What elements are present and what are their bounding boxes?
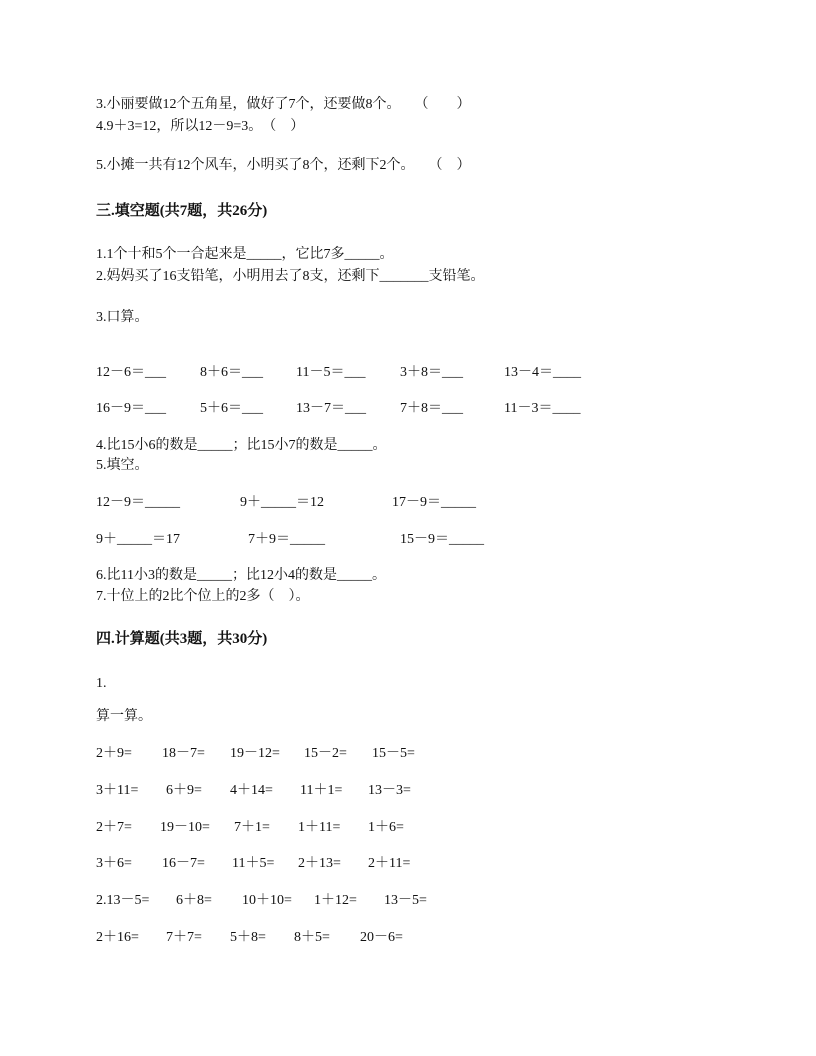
calc-item: 19－10=	[160, 820, 210, 835]
calc-item: 4＋14=	[230, 783, 273, 798]
section-heading-calculation: 四.计算题(共3题，共30分)	[96, 631, 268, 647]
oral-calc-item: 8＋6＝___	[200, 365, 263, 380]
oral-calc-item: 11－5＝___	[296, 365, 366, 380]
calc-item: 2.13－5=	[96, 893, 150, 908]
question-fill-2: 2.妈妈买了16支铅笔，小明用去了8支，还剩下_______支铅笔。	[96, 269, 485, 284]
question-calc-1-title: 算一算。	[96, 709, 152, 724]
calc-item: 18－7=	[162, 746, 205, 761]
question-calc-1-label: 1.	[96, 676, 107, 691]
calc-item: 2＋11=	[368, 856, 411, 871]
question-fill-7: 7.十位上的2比个位上的2多（ ）。	[96, 589, 310, 604]
question-fill-5: 5.填空。	[96, 458, 149, 473]
oral-calc-item: 3＋8＝___	[400, 365, 463, 380]
calc-item: 2＋13=	[298, 856, 341, 871]
calc-item: 8＋5=	[294, 930, 330, 945]
calc-item: 15－2=	[304, 746, 347, 761]
fill-calc-item: 7＋9＝_____	[248, 532, 325, 547]
calc-item: 13－3=	[368, 783, 411, 798]
question-fill-6: 6.比11小3的数是_____；比12小4的数是_____。	[96, 568, 386, 583]
question-fill-1: 1.1个十和5个一合起来是_____，它比7多_____。	[96, 247, 394, 262]
calc-item: 13－5=	[384, 893, 427, 908]
calc-item: 3＋6=	[96, 856, 132, 871]
question-judge-3: 3.小丽要做12个五角星，做好了7个，还要做8个。 （ ）	[96, 97, 471, 112]
calc-item: 1＋12=	[314, 893, 357, 908]
question-fill-4: 4.比15小6的数是_____；比15小7的数是_____。	[96, 438, 387, 453]
calc-item: 10＋10=	[242, 893, 292, 908]
oral-calc-item: 11－3＝____	[504, 401, 581, 416]
calc-item: 7＋1=	[234, 820, 270, 835]
fill-calc-item: 9＋_____＝17	[96, 532, 180, 547]
calc-item: 15－5=	[372, 746, 415, 761]
calc-item: 6＋8=	[176, 893, 212, 908]
calc-item: 11＋5=	[232, 856, 275, 871]
question-judge-5: 5.小摊一共有12个风车，小明买了8个，还剩下2个。 （ ）	[96, 158, 471, 173]
calc-item: 5＋8=	[230, 930, 266, 945]
oral-calc-item: 13－4＝____	[504, 365, 581, 380]
oral-calc-item: 5＋6＝___	[200, 401, 263, 416]
fill-calc-item: 15－9＝_____	[400, 532, 484, 547]
calc-item: 2＋16=	[96, 930, 139, 945]
fill-calc-item: 17－9＝_____	[392, 495, 476, 510]
calc-item: 11＋1=	[300, 783, 343, 798]
calc-item: 7＋7=	[166, 930, 202, 945]
fill-calc-item: 9＋_____＝12	[240, 495, 324, 510]
question-fill-3: 3.口算。	[96, 310, 149, 325]
calc-item: 16－7=	[162, 856, 205, 871]
calc-item: 2＋9=	[96, 746, 132, 761]
calc-item: 19－12=	[230, 746, 280, 761]
calc-item: 20－6=	[360, 930, 403, 945]
oral-calc-item: 12－6＝___	[96, 365, 166, 380]
question-judge-4: 4.9＋3=12，所以12－9=3。 （ ）	[96, 119, 305, 134]
calc-item: 1＋11=	[298, 820, 341, 835]
fill-calc-item: 12－9＝_____	[96, 495, 180, 510]
section-heading-fill-blank: 三.填空题(共7题，共26分)	[96, 203, 268, 219]
calc-item: 2＋7=	[96, 820, 132, 835]
oral-calc-item: 7＋8＝___	[400, 401, 463, 416]
calc-item: 3＋11=	[96, 783, 139, 798]
oral-calc-item: 16－9＝___	[96, 401, 166, 416]
calc-item: 1＋6=	[368, 820, 404, 835]
oral-calc-item: 13－7＝___	[296, 401, 366, 416]
calc-item: 6＋9=	[166, 783, 202, 798]
